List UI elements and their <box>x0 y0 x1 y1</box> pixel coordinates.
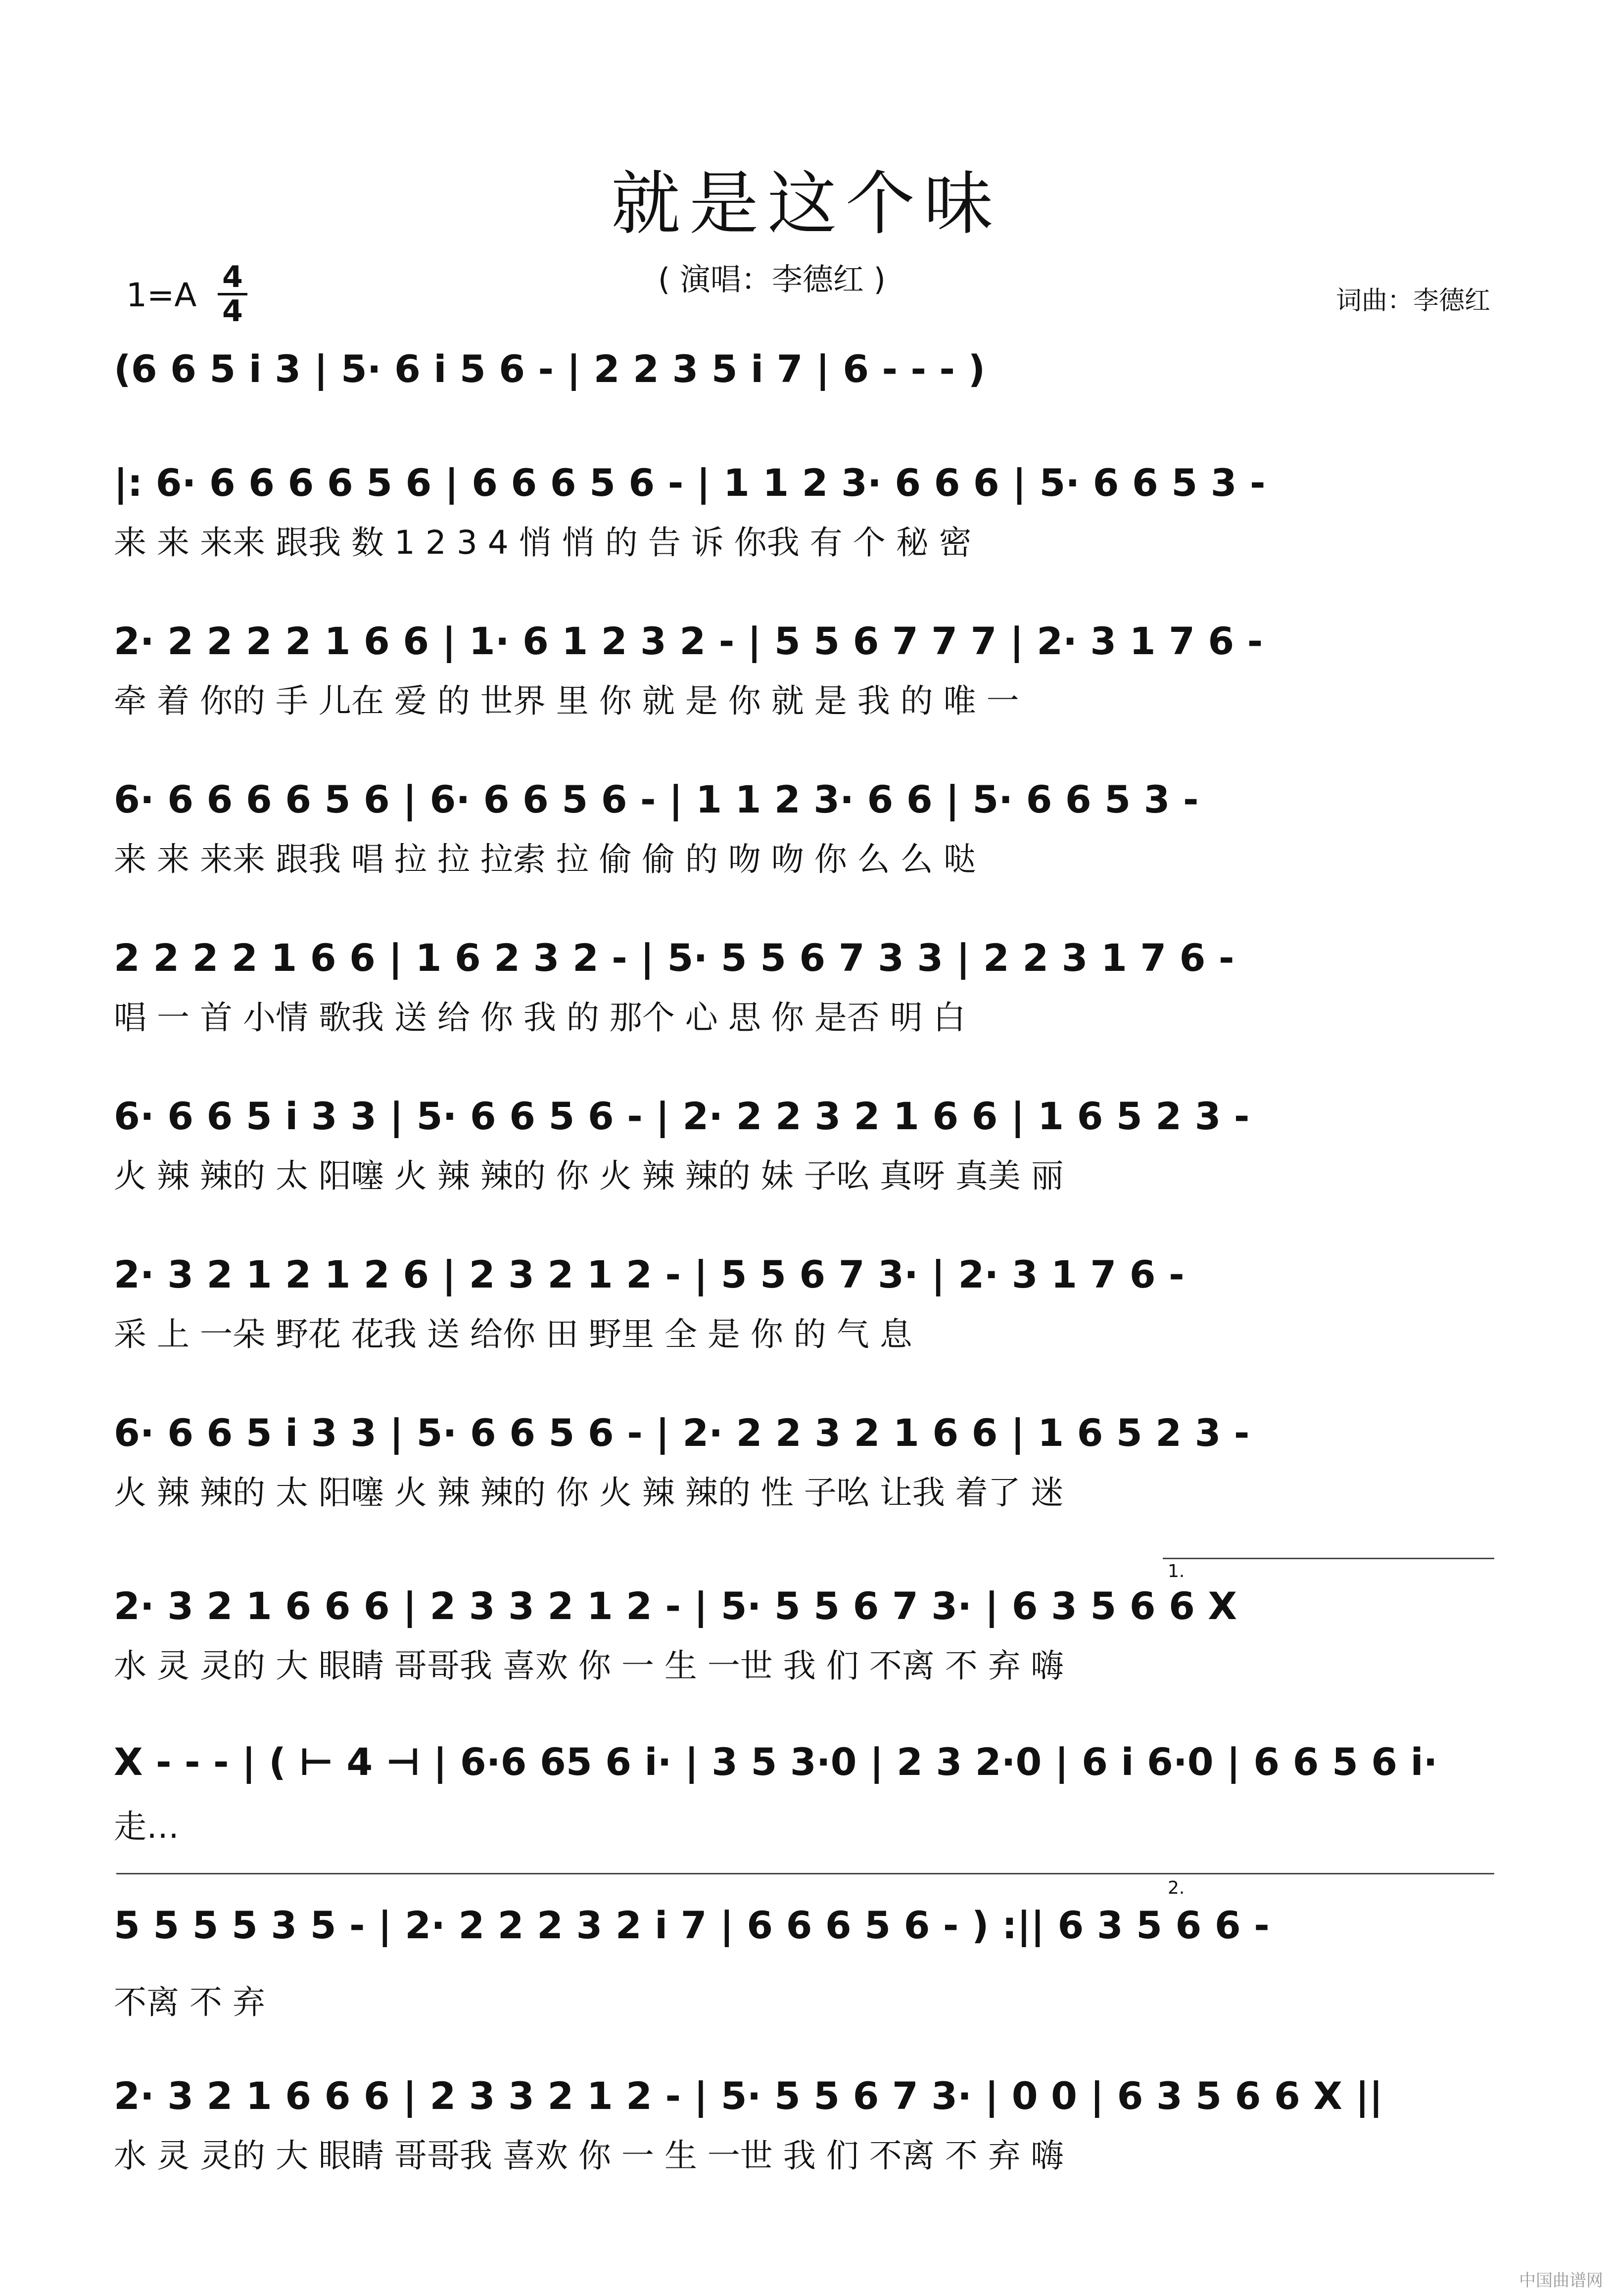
song-title: 就是这个味 <box>611 164 1002 244</box>
lyric-row: 火 辣 辣的 太 阳噻 火 辣 辣的 你 火 辣 辣的 性 子吆 让我 着了 迷 <box>114 1473 1064 1512</box>
notation-row: 2· 3 2 1 6 6 6 | 2 3 3 2 1 2 - | 5· 5 5 6 7 3· | 6 3 5 6 6 X <box>114 1583 1237 1628</box>
notation-row: 2· 2 2 2 2 1 6 6 | 1· 6 1 2 3 2 - | 5 5 6 7 7 7 | 2· 3 1 7 6 - <box>114 619 1263 663</box>
time-signature-bottom: 4 <box>218 293 247 327</box>
notation-row: 6· 6 6 6 6 5 6 | 6· 6 6 5 6 - | 1 1 2 3· 6 6 | 5· 6 6 5 3 - <box>114 777 1199 821</box>
composer-credit: 词曲：李德红 <box>1336 286 1491 316</box>
lyric-row: 唱 一 首 小情 歌我 送 给 你 我 的 那个 心 思 你 是否 明 白 <box>114 998 966 1037</box>
lyric-row: 牵 着 你的 手 儿在 爱 的 世界 里 你 就 是 你 就 是 我 的 唯 一 <box>114 681 1019 720</box>
lyric-row: 火 辣 辣的 太 阳噻 火 辣 辣的 你 火 辣 辣的 妹 子吆 真呀 真美 丽 <box>114 1156 1064 1195</box>
notation-row: 6· 6 6 5 i 3 3 | 5· 6 6 5 6 - | 2· 2 2 3 2 1 6 6 | 1 6 5 2 3 - <box>114 1410 1250 1455</box>
time-signature-top: 4 <box>222 260 243 294</box>
notation-row: 2· 3 2 1 2 1 2 6 | 2 3 2 1 2 - | 5 5 6 7 3· | 2· 3 1 7 6 - <box>114 1252 1185 1296</box>
notation-row: |: 6· 6 6 6 6 5 6 | 6 6 6 5 6 - | 1 1 2 3· 6 6 6 | 5· 6 6 5 3 - <box>114 460 1266 505</box>
key-signature: 1=A <box>126 276 197 314</box>
lyric-row: 来 来 来来 跟我 数 1 2 3 4 悄 悄 的 告 诉 你我 有 个 秘 密 <box>114 523 972 562</box>
notation-row: 6· 6 6 5 i 3 3 | 5· 6 6 5 6 - | 2· 2 2 3 2 1 6 6 | 1 6 5 2 3 - <box>114 1094 1250 1138</box>
lyric-row: 水 灵 灵的 大 眼睛 哥哥我 喜欢 你 一 生 一世 我 们 不离 不 弃 嗨 <box>114 1646 1064 1685</box>
notation-row: 5 5 5 5 3 5 - | 2· 2 2 2 3 2 i 7 | 6 6 6 5 6 - ) :|| 6 3 5 6 6 - <box>114 1903 1270 1947</box>
lyric-row: 来 来 来来 跟我 唱 拉 拉 拉索 拉 偷 偷 的 吻 吻 你 么 么 哒 <box>114 840 976 878</box>
volta-2-mark: 2. <box>1168 1878 1185 1898</box>
notation-row: X - - - | ( ⊢ 4 ⊣ | 6·6 65 6 i· | 3 5 3·0 | 2 3 2·0 | 6 i 6·0 | 6 6 5 6 i· <box>114 1739 1438 1784</box>
singer-credit: ( 演唱：李德红 ) <box>658 261 886 297</box>
site-watermark: 中国曲谱网 <box>1519 2271 1603 2291</box>
lyric-row: 采 上 一朵 野花 花我 送 给你 田 野里 全 是 你 的 气 息 <box>114 1315 912 1353</box>
lyric-row <box>114 396 1509 440</box>
repeat-line <box>116 1873 1494 1874</box>
lyric-row: 走… <box>114 1807 179 1846</box>
notation-row: 2· 3 2 1 6 6 6 | 2 3 3 2 1 2 - | 5· 5 5 6 7 3· | 0 0 | 6 3 5 6 6 X || <box>114 2073 1383 2118</box>
lyric-row: 不离 不 弃 <box>114 1983 265 2021</box>
notation-row: 2 2 2 2 1 6 6 | 1 6 2 3 2 - | 5· 5 5 6 7 3 3 | 2 2 3 1 7 6 - <box>114 935 1234 980</box>
volta-line <box>1163 1558 1494 1559</box>
notation-row: (6 6 5 i 3 | 5· 6 i 5 6 - | 2 2 3 5 i 7 | 6 - - - ) <box>114 346 986 391</box>
lyric-row: 水 灵 灵的 大 眼睛 哥哥我 喜欢 你 一 生 一世 我 们 不离 不 弃 嗨 <box>114 2136 1064 2175</box>
volta-1-mark: 1. <box>1168 1561 1185 1581</box>
time-signature <box>218 261 247 327</box>
